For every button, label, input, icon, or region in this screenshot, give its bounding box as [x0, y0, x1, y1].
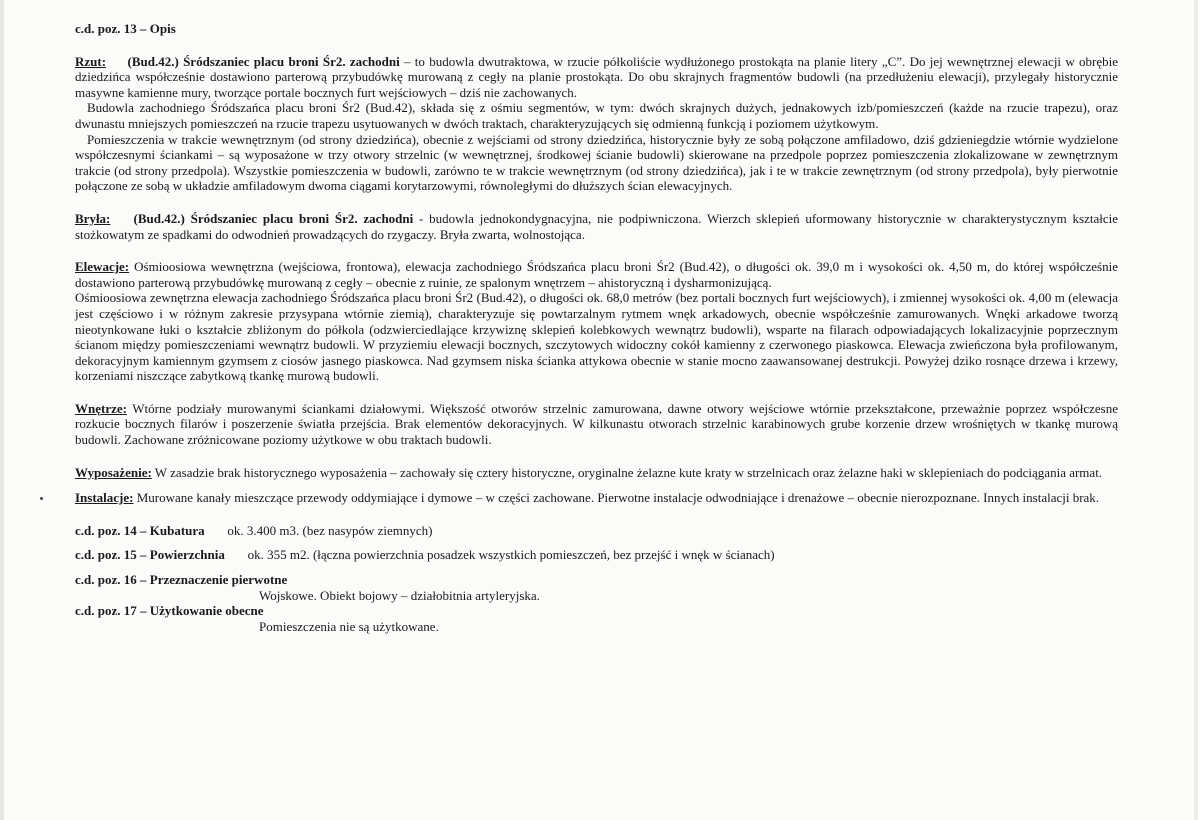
rzut-label: Rzut: — [75, 53, 107, 69]
poz17-label-text: c.d. poz. 17 – Użytkowanie obecne — [75, 603, 264, 619]
poz17-label — [75, 603, 1118, 619]
poz17-text: Pomieszczenia nie są użytkowane. — [259, 618, 439, 634]
elewacje-paragraph — [75, 259, 1118, 290]
wyposazenie-paragraph — [75, 465, 1118, 481]
poz14-label: c.d. poz. 14 – Kubatura — [75, 522, 205, 538]
poz14-text: ok. 3.400 m3. (bez nasypów ziemnych) — [227, 522, 433, 538]
bryla-label: Bryła: — [75, 210, 111, 226]
bryla-title: (Bud.42.) Śródszaniec placu broni Śr2. zachodni — [133, 210, 414, 226]
elewacje-text-1: Ośmioosiowa wewnętrzna (wejściowa, frontowa), elewacja zachodniego Śródszańca placu broni Śr2 (Bud.42), o długości ok. 39,0 m i wysokości ok. 4,50 m, do której współcześnie dostawiono parterową przybudówkę murowaną z cegły – obecnie z ruinie, ze spalonym wnętrzem – ahistoryczną i dysharmonizującą. — [75, 259, 1118, 290]
rzut-paragraph — [75, 54, 1118, 101]
elewacje-paragraph-2: Ośmioosiowa zewnętrzna elewacja zachodniego Śródszańca placu broni Śr2 (Bud.42), o długości ok. 68,0 metrów (bez portali bocznych furt wejściowych), i zmiennej wysokości ok. 4,00 m (elewacja jest częściowo i w różnym zakresie przysypana wtórnie ziemią), charakteryzuje się powtarzalnym rytmem wnęk arkadowych, obecnie współcześnie zamurowanych. Wnęki arkadowe tworzą nieotynkowane łuki o kształcie zbliżonym do półkola (odzwierciedlające krzywiznę sklepień kolebkowych wewnątrz budowli), wsparte na filarach odpowiadających lokalizacyjnie poprzecznym ścianom między pomieszczeniami wewnątrz budowli. W przyziemiu elewacji bocznych, szczytowych widoczny cokół kamienny z czerwonego piaskowca. Elewacja zwieńczona była profilowanym, dekoracyjnym kamiennym gzymsem z ciosów jasnego piaskowca. Nad gzymsem niska ścianka attykowa obecnie w stanie mocno zaawansowanej destrukcji. Powyżej dziko rosnące drzewa i krzewy, korzeniami niszczące zabytkową tkankę murową budowli. — [75, 290, 1118, 384]
document-body — [75, 21, 1118, 634]
rzut-intro: – to budowla dwutraktowa, w rzucie półkoliście wydłużonego prostokąta na planie litery „C”. Do jej wewnętrznej elewacji w obrębie dziedzińca współcześnie dostawiono parterową przybudówkę murowaną z cegły na planie prostokąta. Do obu skrajnych fragmentów budowli (na przedłużeniu elewacji), przylegały historycznie masywne kamienne mury, tworzące portale bocznych furt wejściowych – dziś nie zachowanych. — [75, 53, 1118, 100]
section-header: c.d. poz. 13 – Opis — [75, 21, 176, 36]
scan-speck — [40, 497, 43, 500]
poz14-line — [75, 523, 1118, 539]
instalacje-label: Instalacje: — [75, 490, 134, 506]
wyposazenie-text: W zasadzie brak historycznego wyposażenia – zachowały się cztery historyczne, oryginalne żelazne kute kraty w strzelnicach oraz żelazne haki w sklepieniach do podciągania armat. — [151, 464, 1103, 480]
instalacje-text: Murowane kanały mieszczące przewody oddymiające i dymowe – w części zachowane. Pierwotne instalacje odwodniające i drenażowe – obecnie nierozpoznane. Innych instalacji brak. — [133, 490, 1100, 506]
scan-edge-right — [1194, 0, 1198, 820]
poz16-label — [75, 572, 1118, 588]
scan-edge-left — [0, 0, 4, 820]
rzut-title: (Bud.42.) Śródszaniec placu broni Śr2. zachodni — [127, 53, 400, 69]
bryla-text: - budowla jednokondygnacyjna, nie podpiwniczona. Wierzch sklepień uformowany historycznie w charakterystycznym kształcie stożkowatym ze spadkami do odwodnień prowadzących do rzygaczy. Bryła zwarta, wolnostojąca. — [75, 210, 1119, 242]
poz15-label: c.d. poz. 15 – Powierzchnia — [75, 547, 225, 563]
instalacje-paragraph — [75, 490, 1118, 506]
wyposazenie-label: Wyposażenie: — [75, 464, 152, 480]
bryla-paragraph — [75, 211, 1118, 242]
poz15-text: ok. 355 m2. (łączna powierzchnia posadzek wszystkich pomieszczeń, bez przejść i wnęk w ścianach) — [247, 547, 775, 563]
elewacje-label: Elewacje: — [75, 259, 130, 275]
poz16-label-text: c.d. poz. 16 – Przeznaczenie pierwotne — [75, 572, 288, 588]
poz16-text: Wojskowe. Obiekt bojowy – działobitnia artyleryjska. — [259, 587, 540, 603]
rzut-paragraph-3: Pomieszczenia w trakcie wewnętrznym (od strony dziedzińca), obecnie z wejściami od strony dziedzińca, historycznie były ze sobą połączone amfiladowo, dziś gdzieniegdzie wtórnie wydzielone współczesnymi ściankami – są wyposażone w trzy otwory strzelnic (w wewnętrznej, środkowej ścianie budowli) skierowane na przedpole poprzez pomieszczenia zlokalizowane w zewnętrznym trakcie (od strony przedpola). Wszystkie pomieszczenia w budowli, zarówno te w trakcie wewnętrznym (od strony dziedzińca), jak i te w trakcie zewnętrznym (od strony przedpola), były pierwotnie połączone ze sobą w układzie amfiladowym dwoma ciągami korytarzowymi, równoległymi do dłuższych ścian elewacyjnych. — [75, 131, 1118, 194]
poz15-line — [75, 547, 1118, 563]
wnetrze-text: Wtórne podziały murowanymi ściankami działowymi. Większość otworów strzelnic zamurowana, dawne otwory wejściowe wtórnie przekształcone, przeważnie poprzez współczesne rozkucie bocznych filarów i poszerzenie światła przejścia. Brak elementów dekoracyjnych. W kilkunastu otworach strzelnic karabinowych grube korzenie drzew wrośniętych w tkankę murową budowli. Zachowane zróżnicowane poziomy użytkowe w obu traktach budowli. — [75, 400, 1118, 448]
wnetrze-label: Wnętrze: — [75, 400, 127, 416]
wnetrze-paragraph — [75, 401, 1118, 448]
rzut-paragraph-2: Budowla zachodniego Śródszańca placu broni Śr2 (Bud.42), składa się z ośmiu segmentów, w tym: dwóch skrajnych dużych, jednakowych izb/pomieszczeń (każde na rzucie trapezu), oraz dwunastu mniejszych pomieszczeń na rzucie trapezu usytuowanych w dwóch traktach, charakteryzujących się odmienną funkcją i poziomem użytkowym. — [75, 100, 1118, 131]
